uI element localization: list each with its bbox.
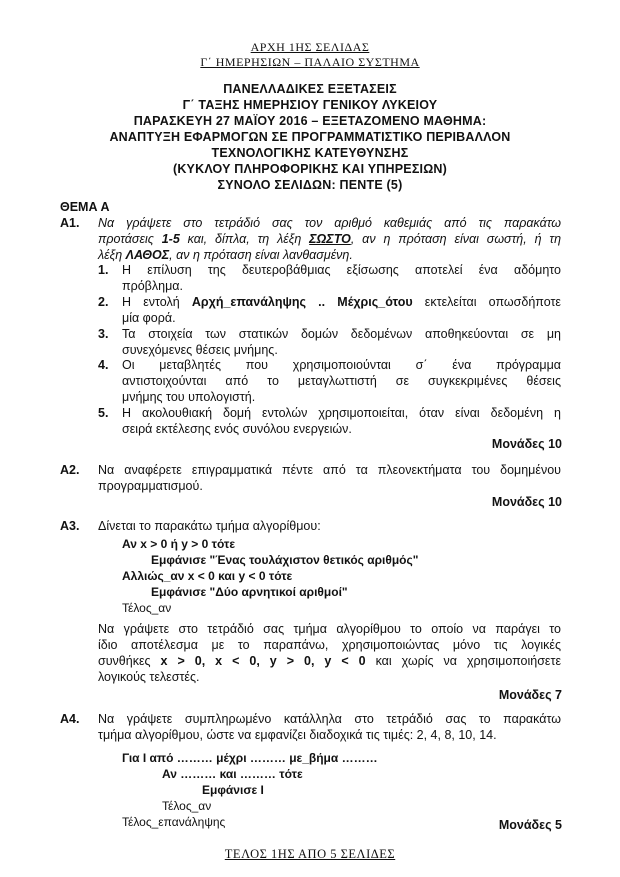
- a1-item-5-line-1: Η ακολουθιακή δομή εντολών χρησιμοποιείται, όταν είναι δεδομένη η: [122, 406, 561, 420]
- a1-item-2-line-1: Η εντολή Αρχή_επανάληψης .. Μέχρις_ότου εκτελείται οπωσδήποτε: [122, 295, 562, 309]
- a3-paragraph-line-3: συνθήκες x > 0, x < 0, y > 0, y < 0 και χωρίς να χρησιμοποιήσετε: [98, 654, 562, 668]
- a4-marks: Μονάδες 5: [498, 818, 562, 832]
- title-line-4: ΑΝΑΠΤΥΞΗ ΕΦΑΡΜΟΓΩΝ ΣΕ ΠΡΟΓΡΑΜΜΑΤΙΣΤΙΚΟ ΠΕΡΙΒΑΛΛΟΝ: [109, 130, 511, 144]
- a3-paragraph-line-2: ίδιο αποτέλεσμα με το παραπάνω, χρησιμοποιώντας μόνο τις λογικές: [98, 638, 561, 652]
- a3-number: Α3.: [60, 519, 80, 533]
- a1-item-3-number: 3.: [98, 327, 109, 341]
- a4-code-line-4: Τέλος_αν: [162, 799, 212, 813]
- section-title: ΘΕΜΑ Α: [60, 200, 110, 214]
- a3-code-line-2: Εμφάνισε "Ένας τουλάχιστον θετικός αριθμός": [151, 553, 419, 567]
- a1-item-3-line-1: Τα στοιχεία των στατικών δομών δεδομένων αποθηκεύονται σε μη: [122, 327, 561, 341]
- a4-code-line-1: Για Ι από ……… μέχρι ……… με_βήμα ………: [122, 751, 378, 765]
- a4-code-line-2: Αν ……… και ……… τότε: [162, 767, 303, 781]
- page-top-header: ΑΡΧΗ 1ΗΣ ΣΕΛΙΔΑΣ: [250, 40, 370, 54]
- system-header: Γ΄ ΗΜΕΡΗΣΙΩΝ – ΠΑΛΑΙΟ ΣΥΣΤΗΜΑ: [200, 55, 420, 69]
- a1-item-4-line-2: αντιστοιχούνται από το μεταγλωττιστή σε συγκεκριμένες θέσεις: [122, 374, 561, 388]
- a3-paragraph-line-4: λογικούς τελεστές.: [98, 670, 200, 684]
- a4-line-1: Να γράψετε συμπληρωμένο κατάλληλα στο τετράδιό σας το παρακάτω: [98, 712, 561, 726]
- title-line-2: Γ΄ ΤΑΞΗΣ ΗΜΕΡΗΣΙΟΥ ΓΕΝΙΚΟΥ ΛΥΚΕΙΟΥ: [182, 98, 438, 112]
- a1-instruction-line-1: Να γράψετε στο τετράδιό σας τον αριθμό καθεμιάς από τις παρακάτω: [98, 216, 561, 230]
- a1-number: Α1.: [60, 216, 80, 230]
- a1-item-5-line-2: σειρά εκτέλεσης ενός συνόλου ενεργειών.: [122, 422, 352, 436]
- a3-paragraph-line-1: Να γράψετε στο τετράδιό σας τμήμα αλγορίθμου το οποίο να παράγει το: [98, 622, 561, 636]
- a1-item-1-line-2: πρόβλημα.: [122, 279, 183, 293]
- a1-item-4-number: 4.: [98, 358, 109, 372]
- a2-marks: Μονάδες 10: [491, 495, 562, 509]
- a2-line-1: Να αναφέρετε επιγραμματικά πέντε από τα πλεονεκτήματα του δομημένου: [98, 463, 561, 477]
- a3-intro: Δίνεται το παρακάτω τμήμα αλγορίθμου:: [98, 519, 321, 533]
- a1-item-1-line-1: Η επίλυση της δευτεροβάθμιας εξίσωσης αποτελεί ένα αδόμητο: [122, 263, 561, 277]
- page-footer: ΤΕΛΟΣ 1ΗΣ ΑΠΟ 5 ΣΕΛΙΔΕΣ: [224, 847, 396, 861]
- a4-code-line-3: Εμφάνισε Ι: [202, 783, 264, 797]
- a2-number: Α2.: [60, 463, 80, 477]
- title-line-3: ΠΑΡΑΣΚΕΥΗ 27 ΜΑΪΟΥ 2016 – ΕΞΕΤΑΖΟΜΕΝΟ ΜΑΘΗΜΑ:: [133, 114, 487, 128]
- title-line-1: ΠΑΝΕΛΛΑΔΙΚΕΣ ΕΞΕΤΑΣΕΙΣ: [223, 82, 397, 96]
- a1-item-3-line-2: συνεχόμενες θέσεις μνήμης.: [122, 343, 278, 357]
- a3-code-line-4: Εμφάνισε "Δύο αρνητικοί αριθμοί": [151, 585, 348, 599]
- a1-item-2-number: 2.: [98, 295, 109, 309]
- a1-instruction-line-3: λέξη ΛΑΘΟΣ, αν η πρόταση είναι λανθασμένη.: [98, 248, 353, 262]
- a4-line-2: τμήμα αλγορίθμου, ώστε να εμφανίζει διαδοχικά τις τιμές: 2, 4, 8, 10, 14.: [98, 728, 497, 742]
- a1-instruction-line-2: προτάσεις 1-5 και, δίπλα, τη λέξη ΣΩΣΤΟ, αν η πρόταση είναι σωστή, ή τη: [98, 232, 562, 246]
- a1-item-4-line-1: Οι μεταβλητές που χρησιμοποιούνται σ΄ ένα πρόγραμμα: [122, 358, 561, 372]
- a3-code-line-5: Τέλος_αν: [122, 601, 172, 615]
- a3-marks: Μονάδες 7: [498, 688, 562, 702]
- a1-item-5-number: 5.: [98, 406, 109, 420]
- a1-item-1-number: 1.: [98, 263, 109, 277]
- a3-code-line-3: Αλλιώς_αν x < 0 και y < 0 τότε: [122, 569, 293, 583]
- a1-marks: Μονάδες 10: [491, 437, 562, 451]
- a4-number: Α4.: [60, 712, 80, 726]
- a3-code-line-1: Αν x > 0 ή y > 0 τότε: [122, 537, 236, 551]
- a1-item-4-line-3: μνήμης του υπολογιστή.: [122, 390, 256, 404]
- a1-item-2-line-2: μία φορά.: [122, 311, 176, 325]
- a4-code-line-5: Τέλος_επανάληψης: [122, 815, 226, 829]
- title-line-7: ΣΥΝΟΛΟ ΣΕΛΙΔΩΝ: ΠΕΝΤΕ (5): [217, 178, 403, 192]
- a2-line-2: προγραμματισμού.: [98, 479, 203, 493]
- title-line-6: (ΚΥΚΛΟΥ ΠΛΗΡΟΦΟΡΙΚΗΣ ΚΑΙ ΥΠΗΡΕΣΙΩΝ): [172, 162, 448, 176]
- title-line-5: ΤΕΧΝΟΛΟΓΙΚΗΣ ΚΑΤΕΥΘΥΝΣΗΣ: [211, 146, 409, 160]
